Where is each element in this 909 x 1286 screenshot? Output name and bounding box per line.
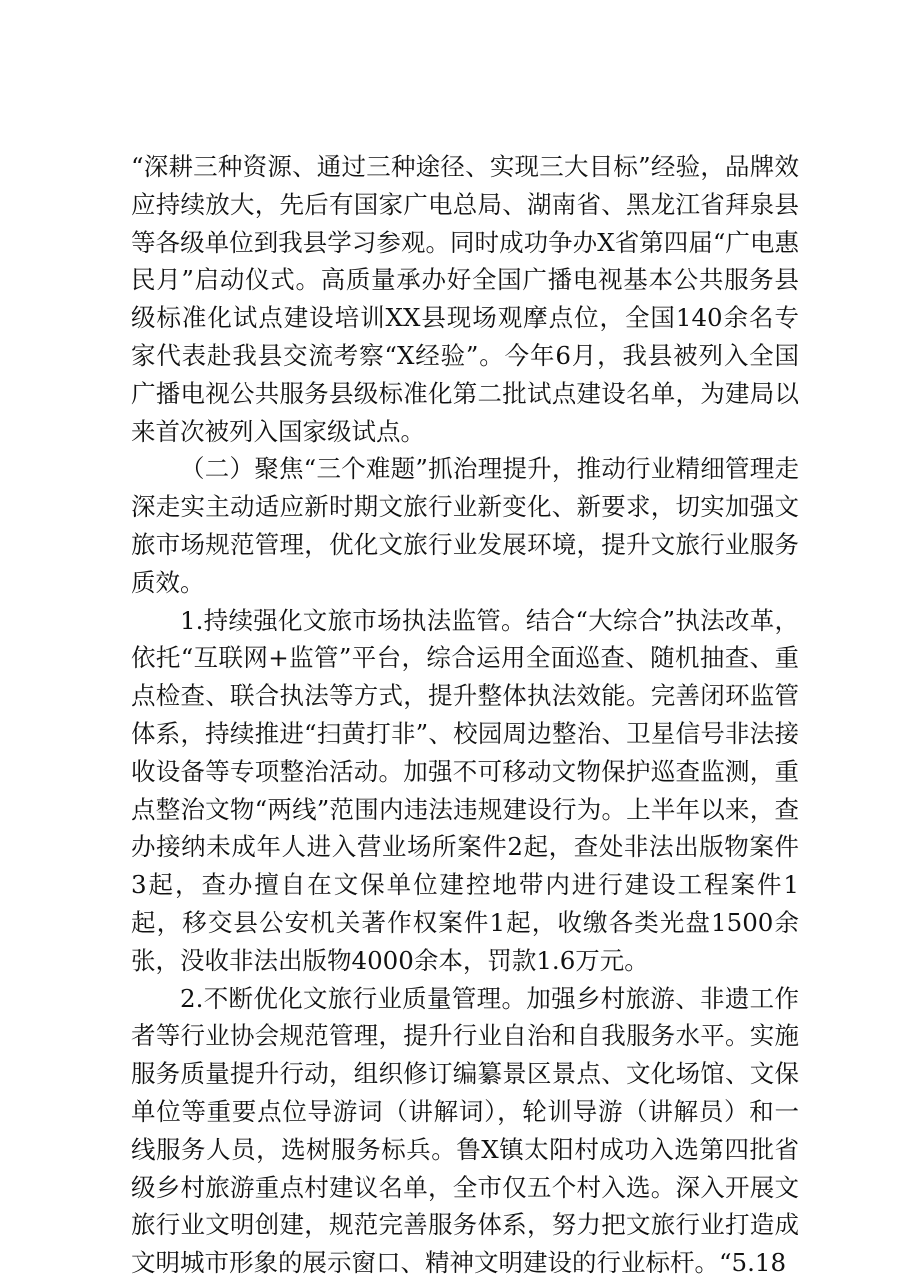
- document-body: [131, 148, 799, 1282]
- paragraph-market-supervision: 1.持续强化文旅市场执法监管。结合“大综合”执法改革，依托“互联网+监管”平台，综合运用全面巡查、随机抽查、重点检查、联合执法等方式，提升整体执法效能。完善闭环监管体系，持续推进“扫黄打非”、校园周边整治、卫星信号非法接收设备等专项整治活动。加强不可移动文物保护巡查监测，重点整治文物“两线”范围内违法违规建设行为。上半年以来，查办接纳未成年人进入营业场所案件2起，查处非法出版物案件3起，查办擅自在文保单位建控地带内进行建设工程案件1起，移交县公安机关著作权案件1起，收缴各类光盘1500余张，没收非法出版物4000余本，罚款1.6万元。: [131, 605, 799, 975]
- paragraph-section-two-heading: （二）聚焦“三个难题”抓治理提升，推动行业精细管理走深走实主动适应新时期文旅行业新变化、新要求，切实加强文旅市场规范管理，优化文旅行业发展环境，提升文旅行业服务质效。: [131, 454, 799, 597]
- paragraph-quality-management: 2.不断优化文旅行业质量管理。加强乡村旅游、非遗工作者等行业协会规范管理，提升行业自治和自我服务水平。实施服务质量提升行动，组织修订编纂景区景点、文化场馆、文保单位等重要点位导游词（讲解词），轮训导游（讲解员）和一线服务人员，选树服务标兵。鲁X镇太阳村成功入选第四批省级乡村旅游重点村建议名单，全市仅五个村入选。深入开展文旅行业文明创建，规范完善服务体系，努力把文旅行业打造成文明城市形象的展示窗口、精神文明建设的行业标杆。“5.18: [131, 983, 799, 1278]
- paragraph-experience-summary: “深耕三种资源、通过三种途径、实现三大目标”经验，品牌效应持续放大，先后有国家广电总局、湖南省、黑龙江省拜泉县等各级单位到我县学习参观。同时成功争办X省第四届“广电惠民月”启动仪式。高质量承办好全国广播电视基本公共服务县级标准化试点建设培训XX县现场观摩点位，全国140余名专家代表赴我县交流考察“X经验”。今年6月，我县被列入全国广播电视公共服务县级标准化第二批试点建设名单，为建局以来首次被列入国家级试点。: [131, 152, 799, 446]
